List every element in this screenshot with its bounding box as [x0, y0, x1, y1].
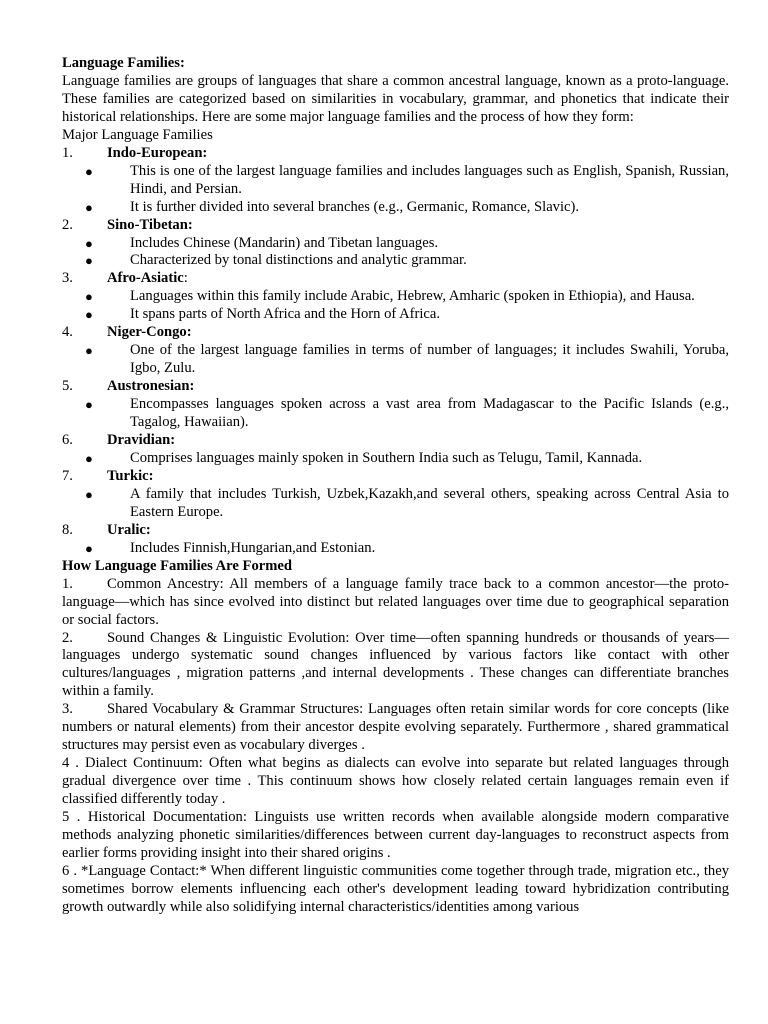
bullet-dot-icon: ● [85, 486, 93, 502]
bullet-dot-icon: ● [85, 540, 93, 556]
how-item-text: Dialect Continuum: Often what begins as dialects can evolve into separate but related languages through gradual divergence over time . This continuum shows how closely related certain languages remain even if classified differently today . [62, 755, 729, 808]
bullet-item [62, 540, 729, 558]
how-item-text: Historical Documentation: Linguists use written records when available alongside modern comparative methods analyzing phonetic similarities/differences between current day-languages to reconstruct aspects from earlier forms providing insight into their shared origins . [62, 809, 729, 861]
family-bullets [62, 235, 729, 271]
how-item-number: 2. [62, 629, 73, 646]
how-item [62, 755, 729, 809]
family-item [62, 468, 729, 486]
how-list [62, 576, 729, 917]
family-item [62, 324, 729, 342]
how-item-number: 4 . [62, 755, 79, 772]
bullet-text: Characterized by tonal distinctions and analytic grammar. [130, 252, 467, 269]
how-item-number: 1. [62, 575, 73, 592]
family-bullets [62, 163, 729, 217]
family-item [62, 432, 729, 450]
family-name-suffix: : [183, 270, 188, 287]
bullet-item [62, 252, 729, 270]
family-item [62, 145, 729, 163]
bullet-text: It is further divided into several branches (e.g., Germanic, Romance, Slavic). [130, 198, 580, 215]
bullet-dot-icon: ● [85, 235, 93, 251]
family-name: Turkic: [107, 467, 154, 484]
bullet-dot-icon: ● [85, 163, 93, 179]
bullet-item [62, 342, 729, 378]
bullet-dot-icon: ● [85, 307, 93, 323]
family-number: 3. [62, 270, 73, 287]
how-item [62, 701, 729, 755]
family-name: Afro-Asiatic [107, 270, 184, 287]
how-item-number: 5 . [62, 809, 81, 826]
family-number: 2. [62, 216, 73, 233]
families-list [62, 145, 729, 558]
family-bullets [62, 450, 729, 468]
family-item [62, 378, 729, 396]
bullet-text: This is one of the largest language families and includes languages such as English, Spanish, Russian, Hindi, and Persian. [130, 162, 729, 197]
family-number: 1. [62, 144, 73, 161]
bullet-dot-icon: ● [85, 397, 93, 413]
bullet-dot-icon: ● [85, 253, 93, 269]
how-item-text: Sound Changes & Linguistic Evolution: Over time—often spanning hundreds or thousands of years—languages undergo systematic sound changes influenced by various factors like contact with other cultures/languages , migration patterns ,and internal developments . These changes can differentiate branches within a family. [62, 629, 729, 700]
bullet-text: It spans parts of North Africa and the Horn of Africa. [130, 306, 441, 323]
family-bullets [62, 288, 729, 324]
family-bullets [62, 342, 729, 378]
how-heading: How Language Families Are Formed [62, 557, 292, 574]
how-item-number: 3. [62, 701, 73, 718]
intro-paragraph: Language families are groups of languages that share a common ancestral language, known as a proto-language. These families are categorized based on similarities in vocabulary, grammar, and phonetics that indicate their historical relationships. Here are some major language families and the process of how they form: [62, 72, 729, 125]
bullet-text: One of the largest language families in terms of number of languages; it includes Swahili, Yoruba, Igbo, Zulu. [130, 342, 729, 377]
bullet-item [62, 450, 729, 468]
family-name: Sino-Tibetan: [107, 216, 193, 233]
how-item [62, 576, 729, 630]
family-number: 7. [62, 467, 73, 484]
bullet-text: A family that includes Turkish, Uzbek,Kazakh,and several others, speaking across Central Asia to Eastern Europe. [130, 485, 729, 520]
how-item-number: 6 . [62, 862, 77, 879]
bullet-item [62, 288, 729, 306]
document-page [62, 55, 729, 917]
family-number: 8. [62, 521, 73, 538]
bullet-text: Includes Finnish,Hungarian,and Estonian. [130, 539, 376, 556]
how-item [62, 809, 729, 863]
family-item [62, 270, 729, 288]
bullet-text: Includes Chinese (Mandarin) and Tibetan languages. [130, 234, 439, 251]
family-name: Indo-European: [107, 144, 208, 161]
how-item [62, 863, 729, 917]
how-item [62, 630, 729, 702]
family-number: 5. [62, 378, 73, 395]
family-name: Uralic: [107, 521, 151, 538]
family-number: 4. [62, 324, 73, 341]
bullet-item [62, 486, 729, 522]
major-families-heading: Major Language Families [62, 126, 213, 143]
bullet-text: Comprises languages mainly spoken in Southern India such as Telugu, Tamil, Kannada. [130, 449, 643, 466]
bullet-dot-icon: ● [85, 289, 93, 305]
family-number: 6. [62, 432, 73, 449]
family-item [62, 522, 729, 540]
bullet-item [62, 163, 729, 199]
bullet-item [62, 235, 729, 253]
bullet-text: Encompasses languages spoken across a vast area from Madagascar to the Pacific Islands (e.g., Tagalog, Hawaiian). [130, 396, 729, 431]
family-item [62, 217, 729, 235]
family-bullets [62, 396, 729, 432]
how-item-text: Shared Vocabulary & Grammar Structures: Languages often retain similar words for core concepts (like numbers or natural elements) from their ancestor despite evolving separately. Furthermore , shared grammatical structures may persist even as vocabulary diverges . [62, 701, 729, 754]
bullet-item [62, 396, 729, 432]
family-bullets [62, 486, 729, 522]
bullet-dot-icon: ● [85, 343, 93, 359]
document-title: Language Families: [62, 55, 185, 71]
family-name: Austronesian: [107, 378, 195, 395]
family-name: Niger-Congo: [107, 324, 192, 341]
family-name: Dravidian: [107, 432, 176, 449]
bullet-text: Languages within this family include Arabic, Hebrew, Amharic (spoken in Ethiopia), and Hausa. [130, 288, 695, 305]
how-item-text: *Language Contact:* When different linguistic communities come together through trade, migration etc., they sometimes borrow elements influencing each other's development leading toward hybridization contributing growth outwardly while also solidifying internal characteristics/identities among various [62, 862, 729, 915]
bullet-item [62, 306, 729, 324]
how-item-text: Common Ancestry: All members of a language family trace back to a common ancestor—the proto-language—which has since evolved into distinct but related languages over time due to geographical separation or social factors. [62, 575, 729, 628]
bullet-dot-icon: ● [85, 450, 93, 466]
family-bullets [62, 540, 729, 558]
bullet-dot-icon: ● [85, 199, 93, 215]
bullet-item [62, 199, 729, 217]
